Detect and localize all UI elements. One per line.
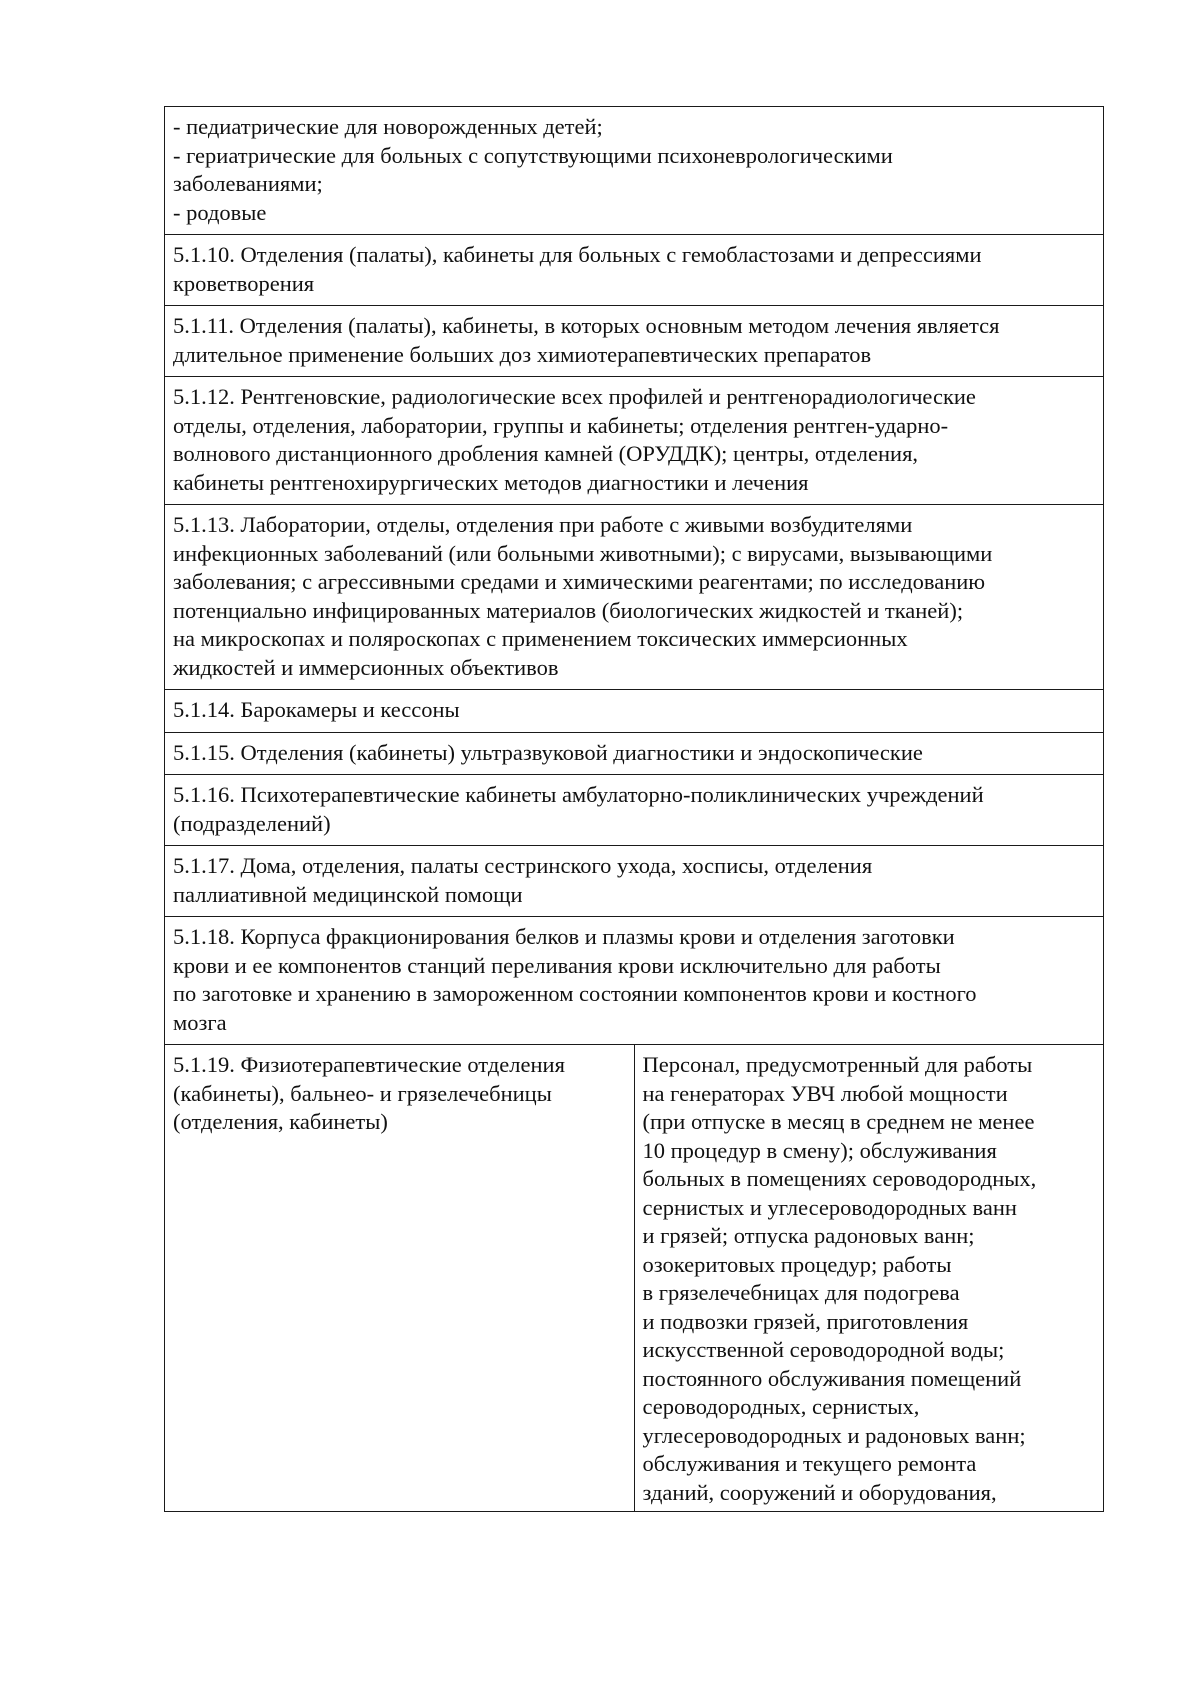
text-line: заболевания; с агрессивными средами и химическими реагентами; по исследованию bbox=[173, 569, 986, 594]
table-row bbox=[165, 107, 1104, 235]
text-line: искусственной сероводородной воды; bbox=[642, 1337, 1005, 1362]
table-cell-row-5-1-14 bbox=[165, 690, 1104, 733]
text-line: зданий, сооружений и оборудования, bbox=[642, 1479, 997, 1505]
text-line: (отделения, кабинеты) bbox=[173, 1109, 388, 1134]
text-line: 10 процедур в смену); обслуживания bbox=[642, 1137, 997, 1163]
table-cell-row-5-1-12 bbox=[165, 377, 1104, 505]
table-cell-row-5-1-18 bbox=[165, 917, 1104, 1045]
text-line: обслуживания и текущего ремонта bbox=[642, 1451, 977, 1476]
table-row bbox=[165, 732, 1104, 775]
text-line: жидкостей и иммерсионных объективов bbox=[173, 654, 559, 680]
table-cell-row-5-1-16 bbox=[165, 775, 1104, 846]
text-line: по заготовке и хранению в замороженном состоянии компонентов крови и костного bbox=[173, 981, 977, 1006]
text-line: на микроскопах и поляроскопах с применением токсических иммерсионных bbox=[173, 626, 908, 651]
text-line: 5.1.12. Рентгеновские, радиологические всех профилей и рентгенорадиологические bbox=[173, 384, 976, 409]
text-line: (при отпуске в месяц в среднем не менее bbox=[642, 1109, 1035, 1134]
table-cell-row-5-1-13 bbox=[165, 505, 1104, 690]
table-cell-row-5-1-11 bbox=[165, 306, 1104, 377]
text-line: длительное применение больших доз химиотерапевтических препаратов bbox=[173, 341, 872, 367]
text-line: (кабинеты), бальнео- и грязелечебницы bbox=[173, 1080, 552, 1106]
text-line: - родовые bbox=[173, 199, 267, 225]
text-line: волнового дистанционного дробления камней (ОРУДДК); центры, отделения, bbox=[173, 441, 919, 466]
text-line: и подвозки грязей, приготовления bbox=[642, 1308, 969, 1334]
text-line: 5.1.15. Отделения (кабинеты) ультразвуковой диагностики и эндоскопические bbox=[173, 739, 923, 765]
text-line: потенциально инфицированных материалов (биологических жидкостей и тканей); bbox=[173, 597, 964, 623]
text-line: 5.1.14. Барокамеры и кессоны bbox=[173, 697, 460, 722]
text-line: на генераторах УВЧ любой мощности bbox=[642, 1080, 1008, 1106]
text-line: углесероводородных и радоновых ванн; bbox=[642, 1422, 1026, 1448]
table-cell-row-5-1-17 bbox=[165, 846, 1104, 917]
text-line: 5.1.18. Корпуса фракционирования белков и плазмы крови и отделения заготовки bbox=[173, 924, 955, 949]
text-line: 5.1.10. Отделения (палаты), кабинеты для больных с гемобластозами и депрессиями bbox=[173, 242, 982, 267]
table-row bbox=[165, 235, 1104, 306]
table-cell-row-5-1-15 bbox=[165, 732, 1104, 775]
text-line: (подразделений) bbox=[173, 810, 331, 836]
table-cell-5-1-19-personnel bbox=[634, 1045, 1104, 1512]
text-line: - гериатрические для больных с сопутствующими психоневрологическими bbox=[173, 142, 893, 168]
text-line: заболеваниями; bbox=[173, 171, 323, 196]
text-line: - педиатрические для новорожденных детей; bbox=[173, 114, 603, 139]
text-line: паллиативной медицинской помощи bbox=[173, 881, 523, 907]
text-line: 5.1.13. Лаборатории, отделы, отделения при работе с живыми возбудителями bbox=[173, 512, 913, 537]
text-line: постоянного обслуживания помещений bbox=[642, 1365, 1022, 1391]
table-row bbox=[165, 377, 1104, 505]
text-line: сероводородных, сернистых, bbox=[642, 1394, 920, 1419]
table-row bbox=[165, 306, 1104, 377]
table-row bbox=[165, 846, 1104, 917]
text-line: и грязей; отпуска радоновых ванн; bbox=[642, 1223, 975, 1248]
text-line: отделы, отделения, лаборатории, группы и кабинеты; отделения рентген-ударно- bbox=[173, 412, 949, 438]
text-line: мозга bbox=[173, 1009, 227, 1035]
table-cell-row-5-1-10 bbox=[165, 235, 1104, 306]
table-row bbox=[165, 690, 1104, 733]
table-body bbox=[165, 107, 1104, 1512]
text-line: сернистых и углесероводородных ванн bbox=[642, 1194, 1017, 1220]
table-row bbox=[165, 917, 1104, 1045]
table-cell-5-1-19-title bbox=[165, 1045, 635, 1512]
table-row bbox=[165, 505, 1104, 690]
text-line: крови и ее компонентов станций переливания крови исключительно для работы bbox=[173, 952, 941, 978]
text-line: Персонал, предусмотренный для работы bbox=[642, 1052, 1033, 1077]
text-line: кроветворения bbox=[173, 270, 315, 296]
text-line: 5.1.11. Отделения (палаты), кабинеты, в которых основным методом лечения является bbox=[173, 313, 1000, 338]
document-table bbox=[164, 106, 1104, 1512]
text-line: в грязелечебницах для подогрева bbox=[642, 1280, 960, 1305]
text-line: 5.1.16. Психотерапевтические кабинеты амбулаторно-поликлинических учреждений bbox=[173, 782, 984, 807]
text-line: 5.1.17. Дома, отделения, палаты сестринского ухода, хосписы, отделения bbox=[173, 853, 873, 878]
text-line: инфекционных заболеваний (или больными животными); с вирусами, вызывающими bbox=[173, 540, 993, 566]
text-line: кабинеты рентгенохирургических методов диагностики и лечения bbox=[173, 469, 809, 495]
text-line: озокеритовых процедур; работы bbox=[642, 1251, 952, 1277]
table-row-5-1-19 bbox=[165, 1045, 1104, 1512]
text-line: больных в помещениях сероводородных, bbox=[642, 1166, 1037, 1191]
text-line: 5.1.19. Физиотерапевтические отделения bbox=[173, 1052, 565, 1077]
table-cell-row-5-1-9-cont bbox=[165, 107, 1104, 235]
table-row bbox=[165, 775, 1104, 846]
